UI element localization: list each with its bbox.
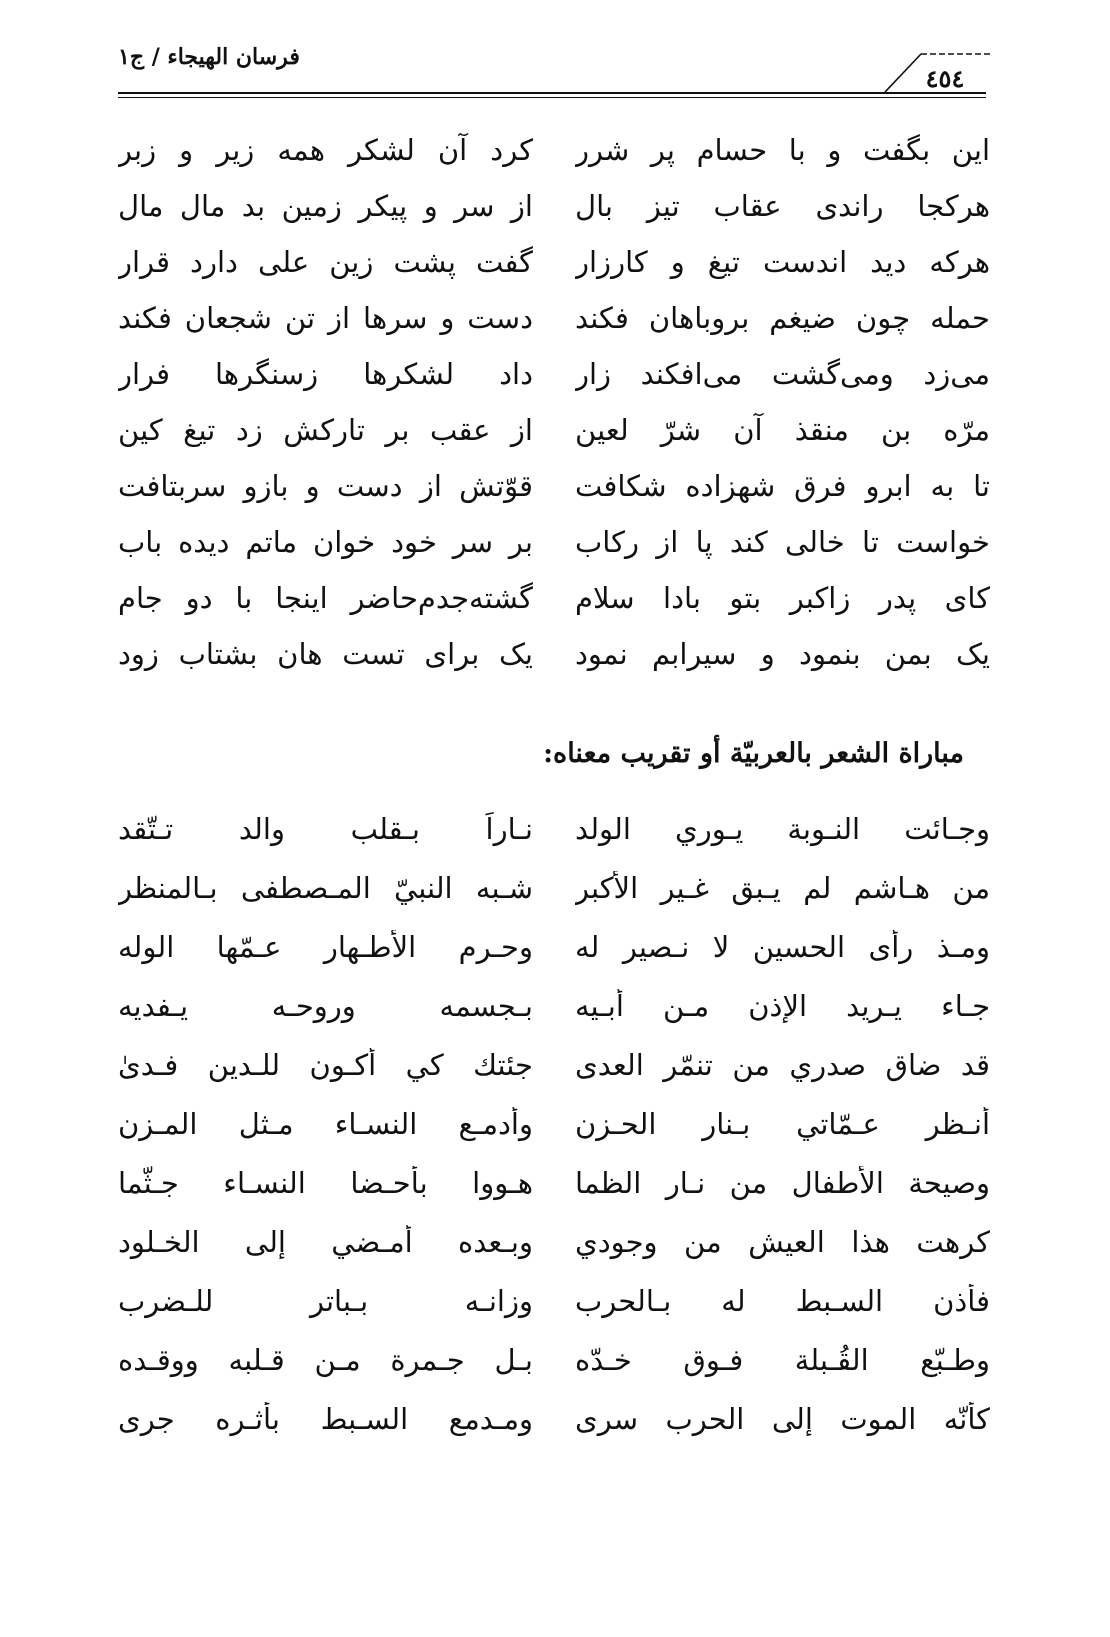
hemistich-left: از عقب بر تارکش زد تیغ کین [118,412,533,447]
verse-row [118,1154,990,1213]
hemistich-left: شـبه النبيّ المـصطفى بـالمنظر [118,871,533,906]
running-title: فرسان الهيجاء / ج١ [118,44,300,70]
verse-row [118,1331,990,1390]
hemistich-left: وحـرم الأطـهار عـمّها الوله [118,930,533,965]
hemistich-left: بر سر خود خوان ماتم دیده باب [118,524,533,559]
verse-row [118,346,990,402]
hemistich-left: جئتك كي أكـون للـدين فـدىٰ [118,1048,533,1083]
hemistich-right: هرکه دید اندست تیغ و کارزار [575,244,990,279]
verse-row [118,1213,990,1272]
hemistich-right: یک بمن بنمود و سیرابم نمود [575,636,990,671]
hemistich-right: جـاء يـريد الإذن مـن أبـيه [575,989,990,1024]
verse-row [118,1390,990,1449]
hemistich-left: ومـدمع السـبط بأثـره جرى [118,1402,533,1437]
hemistich-left: وبـعده أمـضي إلى الخـلود [118,1225,533,1260]
verse-row [118,1036,990,1095]
verse-row [118,122,990,178]
hemistich-left: بـل جـمرة مـن قـلبه ووقـده [118,1343,533,1378]
hemistich-right: قد ضاق صدري من تنمّر العدى [575,1048,990,1083]
verse-row [118,800,990,859]
hemistich-left: وأدمـع النسـاء مـثل المـزن [118,1107,533,1142]
hemistich-right: وجـائت النـوبة يـوري الولد [575,812,990,847]
verse-row [118,1272,990,1331]
verse-row [118,178,990,234]
verse-row [118,514,990,570]
hemistich-right: تا به ابرو فرق شهزاده شکافت [575,468,990,503]
verse-row [118,234,990,290]
verse-row [118,626,990,682]
hemistich-left: وزانـه بـباتر للـضرب [118,1284,533,1319]
hemistich-left: قوّتش از دست و بازو سربتافت [118,468,533,503]
hemistich-left: هـووا بأحـضا النسـاء جـثّما [118,1166,533,1201]
hemistich-right: مرّه بن منقذ آن شرّ لعین [575,412,990,447]
hemistich-left: یک برای تست هان بشتاب زود [118,636,533,671]
hemistich-right: كأنّه الموت إلى الحرب سرى [575,1402,990,1437]
hemistich-left: گفت پشت زین علی دارد قرار [118,244,533,279]
hemistich-right: حمله چون ضیغم بروباهان فکند [575,300,990,335]
hemistich-right: کای پدر زاکبر بتو بادا سلام [575,580,990,615]
hemistich-right: هرکجا راندی عقاب تیز بال [575,188,990,223]
hemistich-right: ومـذ رأى الحسين لا نـصير له [575,930,990,965]
arabic-poem [118,800,990,1449]
verse-row [118,918,990,977]
verse-row [118,977,990,1036]
persian-poem [118,122,990,682]
hemistich-right: وصيحة الأطفال من نـار الظما [575,1166,990,1201]
hemistich-right: این بگفت و با حسام پر شرر [575,132,990,167]
verse-row [118,290,990,346]
header-rule [118,92,986,94]
hemistich-left: از سر و پیکر زمین بد مال مال [118,188,533,223]
verse-row [118,859,990,918]
hemistich-right: خواست تا خالی کند پا از رکاب [575,524,990,559]
hemistich-right: می‌زد ومی‌گشت می‌افکند زار [575,356,990,391]
section-heading: مباراة الشعر بالعربيّة أو تقريب معناه: [543,738,964,769]
hemistich-left: نـاراً بـقلب والد تـتّقد [118,812,533,847]
page-number: ٤٥٤ [925,64,965,93]
hemistich-left: داد لشکرها زسنگرها فرار [118,356,533,391]
hemistich-right: أنـظر عـمّاتي بـنار الحـزن [575,1107,990,1142]
hemistich-left: کرد آن لشکر همه زیر و زبر [118,132,533,167]
verse-row [118,570,990,626]
verse-row [118,402,990,458]
hemistich-right: من هـاشم لم يـبق غـير الأكبر [575,871,990,906]
verse-row [118,1095,990,1154]
hemistich-right: كرهت هذا العيش من وجودي [575,1225,990,1260]
verse-row [118,458,990,514]
hemistich-right: فأذن السـبط له بـالحرب [575,1284,990,1319]
header-rule-thin [118,97,986,98]
hemistich-right: وطـبّع القُـبلة فـوق خـدّه [575,1343,990,1378]
hemistich-left: دست و سرها از تن شجعان فکند [118,300,533,335]
hemistich-left: بـجسمه وروحـه يـفديه [118,989,533,1024]
hemistich-left: گشته‌جدم‌حاضر اینجا با دو جام [118,580,533,615]
